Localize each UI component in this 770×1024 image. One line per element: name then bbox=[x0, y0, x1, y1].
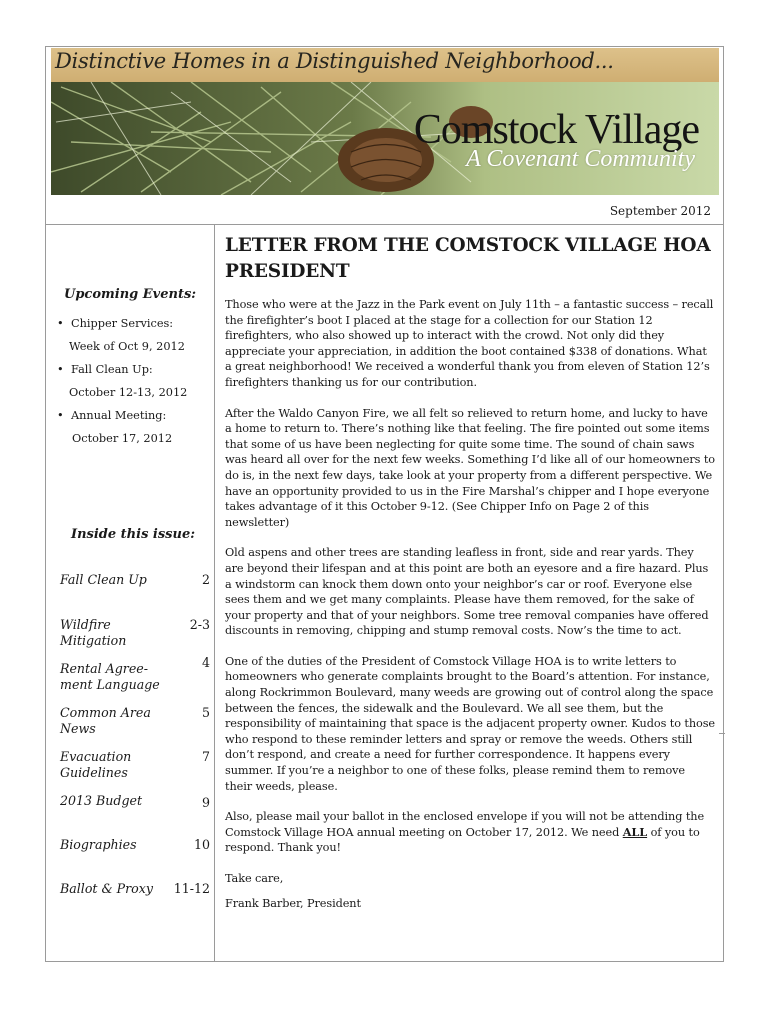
toc-page: 5 bbox=[201, 705, 210, 720]
toc-title: 2013 Budget bbox=[60, 793, 143, 808]
event-date: October 12-13, 2012 bbox=[69, 386, 188, 399]
tagline-band bbox=[51, 48, 719, 82]
toc-title: Wildfire Mitigation bbox=[60, 617, 127, 648]
bullet-icon: • bbox=[57, 409, 64, 422]
event-name: Annual Meeting: bbox=[71, 409, 167, 422]
toc-page: 10 bbox=[193, 837, 210, 852]
event-name: Chipper Services: bbox=[71, 317, 174, 330]
margin-tick bbox=[719, 733, 725, 734]
toc-title: Fall Clean Up bbox=[60, 572, 147, 587]
toc-heading: Inside this issue: bbox=[71, 527, 196, 542]
signature-line: Frank Barber, President bbox=[225, 896, 361, 910]
event-item bbox=[55, 358, 210, 381]
issue-date: September 2012 bbox=[609, 204, 711, 218]
bullet-icon: • bbox=[57, 363, 64, 376]
masthead-banner bbox=[51, 48, 719, 195]
ballot-emphasis: ALL bbox=[622, 824, 648, 839]
event-item bbox=[55, 312, 210, 335]
masthead-tagline: Distinctive Homes in a Distinguished Neighborhood... bbox=[55, 49, 614, 73]
header-rule bbox=[45, 224, 724, 225]
bullet-icon: • bbox=[57, 317, 64, 330]
event-date: October 17, 2012 bbox=[72, 432, 173, 445]
event-name: Fall Clean Up: bbox=[71, 363, 153, 376]
closing-line: Take care, bbox=[225, 872, 284, 885]
column-divider bbox=[214, 224, 215, 962]
toc-title: Rental Agree-ment Language bbox=[60, 661, 160, 692]
event-item bbox=[55, 404, 210, 427]
events-list bbox=[55, 312, 210, 450]
article-paragraph: Those who were at the Jazz in the Park event on July 11th – a fantastic success – recall the firefighter’s boot I placed at the stage for a collection for our Station 12 firefighters, who also showed up to interact with the crowd. Not only did they appreciate your appreciation, in addition the boot contained $338 of donations. What a great neighborhood! We received a wonderful thank you from eleven of Station 12’s firefighters thanking us for our contribution. bbox=[225, 298, 714, 389]
toc-page: 2-3 bbox=[189, 617, 210, 632]
brand-subtitle: A Covenant Community bbox=[466, 146, 695, 172]
article bbox=[225, 233, 715, 926]
events-heading: Upcoming Events: bbox=[64, 287, 197, 302]
toc-page: 9 bbox=[201, 795, 210, 810]
toc-page: 7 bbox=[201, 749, 210, 764]
article-paragraph: One of the duties of the President of Comstock Village HOA is to write letters to homeowners who generate complaints brought to the Board’s attention. For instance, along Rockrimmon Boulevard, many weeds are growing out of control along the space between the fences, the sidewalk and the Boulevard. We all see them, but the responsibility of maintaining that space is the adjacent property owner. Kudos to those who respond to these reminder letters and spray or remove the weeds. Others still don’t respond, and create a need for further correspondence. It happens every summer. If you’re a neighbor to one of these folks, please remind them to remove their weeds, please. bbox=[225, 654, 715, 793]
toc-title: Common Area News bbox=[60, 705, 151, 736]
ballot-text-start: Also, please mail your ballot in the enclosed envelope if you will not be attending the Comstock Village HOA annual meeting on October 17, 2012. We need bbox=[225, 810, 705, 839]
toc-page: 2 bbox=[201, 572, 210, 587]
toc-title: Evacuation Guidelines bbox=[60, 749, 132, 780]
ballot-text-end: of you to respond. Thank you! bbox=[225, 825, 700, 855]
brand-name: Comstock Village bbox=[413, 107, 699, 153]
article-paragraph: Old aspens and other trees are standing leafless in front, side and rear yards. They are beyond their lifespan and at this point are both an eyesore and a fire hazard. Plus a windstorm can knock them down onto your neighbor’s car or roof. Everyone else sees them and we get many complaints. Please have them removed, for the sake of your property and that of your neighbors. Some tree removal companies have offered discounts in removing, chipping and stump removal costs. Now’s the time to act. bbox=[225, 546, 709, 638]
article-paragraph: After the Waldo Canyon Fire, we all felt so relieved to return home, and lucky to have a home to return to. There’s nothing like that feeling. The fire pointed out some items that some of us have been neglecting for quite some time. The sound of chain saws was heard all over for the next few weeks. Something I’d like all of our homeowners to do is, in the next few days, take look at your property from a different perspective. We have an opportunity provided to us in the Fire Marshal’s chipper and I hope everyone takes advantage of it this October 9-12. (See Chipper Info on Page 2 of this newsletter) bbox=[225, 406, 715, 529]
article-headline: LETTER FROM THE COMSTOCK VILLAGE HOA PRESIDENT bbox=[225, 235, 711, 282]
ballot-paragraph bbox=[225, 809, 715, 856]
toc-page: 11-12 bbox=[173, 881, 210, 896]
toc-page: 4 bbox=[201, 655, 210, 670]
event-date: Week of Oct 9, 2012 bbox=[69, 340, 185, 353]
toc-title: Ballot & Proxy bbox=[60, 881, 153, 896]
toc-title: Biographies bbox=[60, 837, 137, 852]
